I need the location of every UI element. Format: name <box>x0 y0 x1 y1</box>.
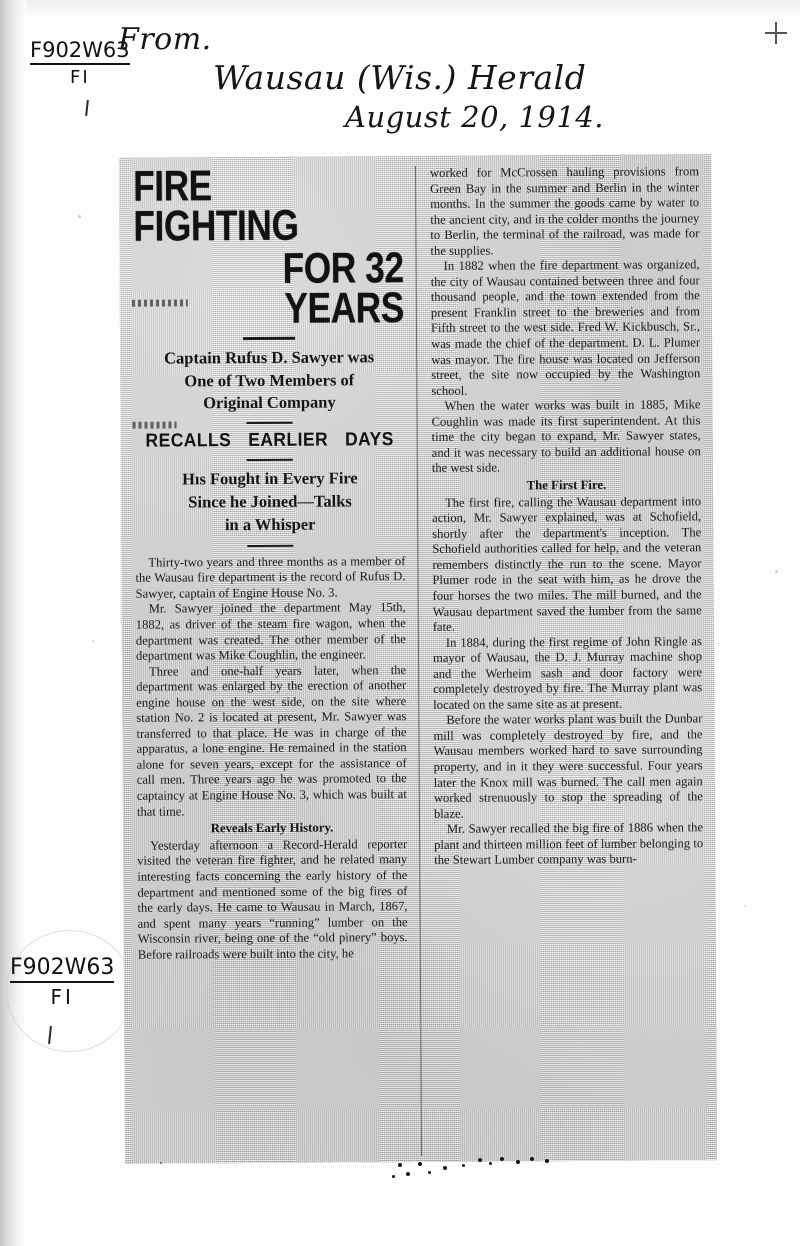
left-column <box>127 162 421 1158</box>
print-smudge <box>132 299 188 306</box>
deck-secondary <box>135 466 405 537</box>
ink-dot <box>443 1166 447 1170</box>
paragraph: When the water works was built in 1885, Mike Coughlin was made its first superintendent. At this time the city began to expand, Mr. Sawyer states, and it was necessary to build an additional house on the west side. <box>431 397 701 476</box>
ink-dot <box>545 1159 549 1163</box>
ink-dot <box>160 1162 162 1164</box>
paragraph: The first fire, calling the Wausau department into action, Mr. Sawyer explained, was at Schofield, shortly after the department's inception. The Schofield authorities called for help, and the veteran remembers distinctly the run to the scene. Mayor Plumer rode in the seat with him, as he drove the four horses the two miles. The mill burned, and the Wausau department saved the lumber from the same fate. <box>432 494 702 635</box>
headline-line-1: FIRE FIGHTING <box>132 162 299 251</box>
paragraph: Three and one-half years later, when the department was enlarged by the erection of another engine house on the west side, on the site where station No. 2 is located at present, Mr. Sawyer was transferred to that place. He was in charge of the apparatus, a lone engine. He remained in the station alone for seven years, except for the assistance of call men. Three years ago he was promoted to the captaincy at Engine House No. 3, which was built at that time. <box>136 662 407 819</box>
kicker-word-2: EARLIER <box>248 429 329 451</box>
headline-rule <box>243 337 295 340</box>
paragraph: Mr. Sawyer recalled the big fire of 1886 when the plant and thirteen million feet of lumber belonging to the Stewart Lumber company was burn- <box>434 820 704 868</box>
scan-top-shadow <box>0 0 800 18</box>
deck <box>134 346 404 415</box>
ink-dot <box>406 1172 410 1176</box>
registration-cross-icon <box>765 22 787 44</box>
deck2-line-1: Hıs Fought in Every Fire <box>181 467 358 488</box>
source-publication: Wausau (Wis.) Herald <box>213 58 587 97</box>
paragraph: In 1882 when the fire department was organized, the city of Wausau contained between three and four thousand people, and the town extended from the present Franklin street to the breweries and from Fifth street to the west side. Fred W. Kickbusch, Sr., was made the chief of the department. D. L. Plumer was mayor. The fire house was located on Jefferson street, the site now occupied by the Washington school. <box>430 257 701 398</box>
headline-line-2: FOR 32 YEARS <box>282 244 405 333</box>
dust-speck <box>78 215 81 218</box>
pencil-tick-top <box>85 100 89 116</box>
dust-speck <box>92 640 94 642</box>
body-rule <box>247 545 293 547</box>
paragraph: Thirty-two years and three months as a member of the Wausau fire department is the record of Rufus D. Sawyer, captain of Engine House No. 3. <box>135 553 406 601</box>
paragraph: In 1884, during the first regime of John Ringle as mayor of Wausau, the D. J. Murray machine shop and the Werheim sash and door factory were completely destroyed by fire. The Murray plant was located on the same site as at present. <box>432 633 703 712</box>
from-label: From. <box>118 22 212 57</box>
ink-dot <box>392 1175 395 1178</box>
ink-dot <box>516 1160 520 1164</box>
dust-speck <box>775 570 778 573</box>
paragraph: Yesterday afternoon a Record-Herald reporter visited the veteran fire fighter, and he related many interesting facts concerning the early history of the department and mentioned some of the big fires of the early days. He came to Wausau in March, 1867, and spent many years “running” lumber on the Wisconsin river, being one of the “old pinery” boys. Before railroads were built into the city, he <box>137 836 408 962</box>
left-column-body <box>135 554 407 963</box>
ink-dot <box>418 1162 422 1166</box>
deck-line-1: Captain Rufus D. Sawyer was <box>164 347 375 368</box>
paragraph: Before the water works plant was built the Dunbar mill was completely destroyed by fire, and the Wausau members worked hard to save surrounding property, and in it they were successful. Four years later the Knox mill was burned. The call men again worked strenuously to stop the spreading of the blaze. <box>433 711 703 821</box>
section-subhead: Reveals Early History. <box>210 820 334 836</box>
call-number-top-line1: F902W63 <box>30 38 130 65</box>
deck-line-2: One of Two Members of <box>184 370 355 391</box>
dust-speck <box>744 905 746 907</box>
ink-dot <box>530 1157 534 1161</box>
ink-dot <box>462 1164 465 1167</box>
ink-dot <box>428 1171 431 1174</box>
deck2-line-2: Since he Joined—Talks <box>188 490 352 511</box>
paragraph: worked for McCrossen hauling provisions from Green Bay in the summer and Berlin in the winter months. In the summer the goods came by water to the ancient city, and in the colder months the journey to Berlin, the terminal of the railroad, was made for the supplies. <box>429 164 700 258</box>
kicker-word-3: DAYS <box>344 428 394 450</box>
kicker-word-1: RECALLS <box>145 429 232 452</box>
paragraph: Mr. Sawyer joined the department May 15th, 1882, as driver of the steam fire wagon, when the department was created. The other member of the department was Mike Coughlin, the engineer. <box>135 600 406 663</box>
source-date: August 20, 1914. <box>345 100 604 134</box>
deck-line-3: Original Company <box>203 392 336 413</box>
ink-dot <box>478 1158 482 1162</box>
deck-rule <box>247 421 293 423</box>
ink-dot <box>398 1163 402 1167</box>
print-smudge <box>133 421 177 428</box>
kicker-rule <box>247 458 293 460</box>
call-number-bottom-line2: FI <box>50 985 74 1009</box>
deck2-line-3: in a Whisper <box>224 514 316 534</box>
clipping-columns <box>119 154 717 1164</box>
ink-dot <box>500 1157 504 1161</box>
newspaper-clipping <box>119 154 717 1164</box>
kicker <box>145 429 394 453</box>
right-column-body <box>430 164 703 868</box>
call-number-top <box>30 38 130 88</box>
right-column <box>415 164 709 1156</box>
section-subhead: The First Fire. <box>526 477 607 493</box>
call-number-bottom-line1: F902W63 <box>10 955 114 983</box>
call-number-bottom <box>10 955 114 1009</box>
call-number-top-line2: FI <box>69 67 90 88</box>
ink-dot <box>489 1162 492 1165</box>
scan-left-shadow <box>0 0 26 1246</box>
